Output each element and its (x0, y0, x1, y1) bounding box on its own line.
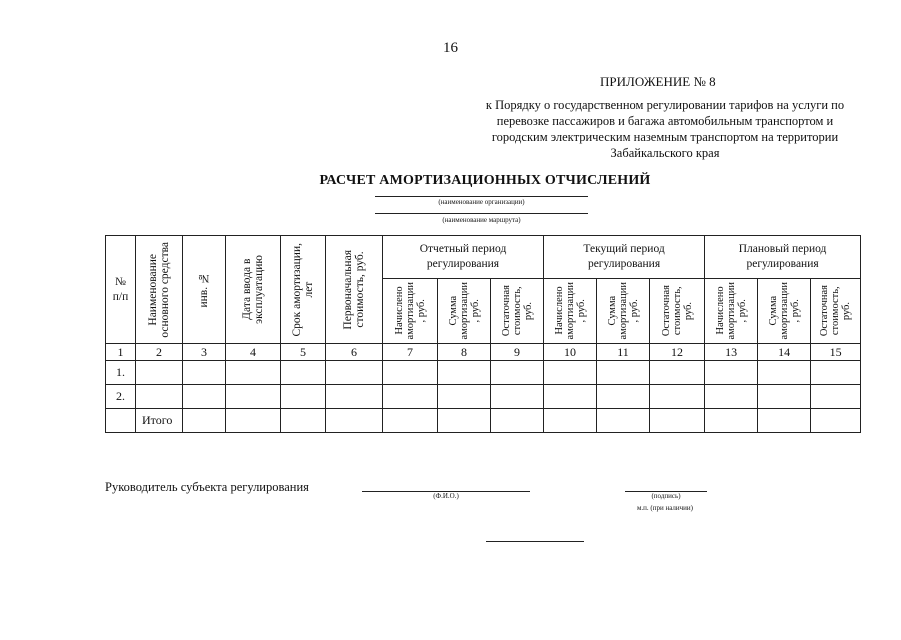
table-cell (226, 361, 281, 385)
sub-residual-label: Остаточная стоимость, руб. (500, 285, 534, 337)
header-period-reporting (383, 236, 544, 279)
sub-residual (811, 279, 861, 344)
sub-residual-label: Остаточная стоимость, руб. (660, 285, 694, 337)
sub-amount-label: Сумма амортизации , руб. (447, 282, 481, 340)
row-label (136, 361, 183, 385)
route-caption: (наименование маршрута) (442, 216, 521, 224)
table-cell (326, 361, 383, 385)
table-cell (326, 409, 383, 433)
row-label (136, 385, 183, 409)
table-cell (758, 409, 811, 433)
appendix-text: к Порядку о государственном регулировании тарифов на услуги по перевозке пассажиров и багажа автомобильным транспортом и городским электрическим наземным транспортом на территории Забайкальского края (485, 98, 845, 160)
table-cell (281, 409, 326, 433)
table-cell (705, 409, 758, 433)
sub-residual (650, 279, 705, 344)
header-name (136, 236, 183, 344)
column-number: 14 (758, 344, 811, 361)
table-cell (544, 361, 597, 385)
table-cell (705, 361, 758, 385)
bottom-line (486, 541, 584, 542)
header-term (281, 236, 326, 344)
table-cell (597, 409, 650, 433)
column-number: 12 (650, 344, 705, 361)
header-term-label: Срок амортизации, лет (291, 242, 315, 337)
sub-amount-label: Сумма амортизации , руб. (767, 282, 801, 340)
appendix-title: ПРИЛОЖЕНИЕ № 8 (600, 74, 716, 89)
table-cell (758, 361, 811, 385)
table-cell (383, 409, 438, 433)
column-number: 1 (106, 344, 136, 361)
table-cell (597, 385, 650, 409)
header-date (226, 236, 281, 344)
column-number: 9 (491, 344, 544, 361)
table-cell (281, 361, 326, 385)
sub-accrued (705, 279, 758, 344)
fio-caption: (Ф.И.О.) (433, 492, 459, 500)
sub-amount (438, 279, 491, 344)
table-row (106, 385, 861, 409)
period-current-label: Текущий период регулирования (583, 243, 665, 270)
header-num-label: № п/п (112, 275, 129, 303)
sub-accrued (383, 279, 438, 344)
column-number: 4 (226, 344, 281, 361)
period-reporting-label: Отчетный период регулирования (419, 243, 507, 270)
amortization-table (105, 235, 861, 433)
column-number: 5 (281, 344, 326, 361)
column-number: 10 (544, 344, 597, 361)
sub-residual (491, 279, 544, 344)
signature-caption: (подпись) (651, 492, 681, 500)
header-initial-cost (326, 236, 383, 344)
table-cell (811, 361, 861, 385)
table-cell (758, 385, 811, 409)
table-cell (438, 409, 491, 433)
row-number: 2. (106, 385, 136, 409)
table-cell (383, 385, 438, 409)
table-row-total (106, 409, 861, 433)
column-number-row (106, 344, 861, 361)
table-cell (544, 409, 597, 433)
table-cell (183, 385, 226, 409)
table-cell (544, 385, 597, 409)
period-planned-label: Плановый период регулирования (738, 243, 827, 270)
column-number: 7 (383, 344, 438, 361)
sub-residual-label: Остаточная стоимость, руб. (819, 285, 853, 337)
table-cell (438, 385, 491, 409)
header-date-label: Дата ввода в эксплуатацию (241, 255, 265, 324)
row-number: 1. (106, 361, 136, 385)
table-cell (183, 409, 226, 433)
header-num (106, 236, 136, 344)
table-cell (383, 361, 438, 385)
head-signature-label: Руководитель субъекта регулирования (105, 480, 309, 494)
header-period-current (544, 236, 705, 279)
header-inv-label: инв. № (198, 271, 210, 308)
column-number: 2 (136, 344, 183, 361)
column-number: 8 (438, 344, 491, 361)
sub-accrued-label: Начислено амортизации , руб. (553, 282, 587, 340)
column-number: 11 (597, 344, 650, 361)
header-inv (183, 236, 226, 344)
header-period-planned (705, 236, 861, 279)
column-number: 3 (183, 344, 226, 361)
table-cell (226, 385, 281, 409)
organization-caption: (наименование организации) (438, 198, 525, 206)
table-cell (811, 409, 861, 433)
sub-accrued (544, 279, 597, 344)
sub-amount (758, 279, 811, 344)
table-cell (491, 385, 544, 409)
column-number: 13 (705, 344, 758, 361)
page-number: 16 (443, 40, 458, 56)
header-name-label: Наименование основного средства (147, 241, 171, 338)
sub-accrued-label: Начислено амортизации , руб. (393, 282, 427, 340)
table-cell (650, 409, 705, 433)
sub-accrued-label: Начислено амортизации , руб. (714, 282, 748, 340)
sub-amount-label: Сумма амортизации , руб. (606, 282, 640, 340)
document-title: РАСЧЕТ АМОРТИЗАЦИОННЫХ ОТЧИСЛЕНИЙ (319, 173, 651, 188)
table-cell (281, 385, 326, 409)
table-cell (597, 361, 650, 385)
table-cell (650, 385, 705, 409)
table-cell (650, 361, 705, 385)
organization-line (375, 196, 588, 197)
route-line (375, 213, 588, 214)
table-cell (491, 409, 544, 433)
total-label: Итого (136, 409, 183, 433)
header-row-1 (106, 236, 861, 279)
table-cell (438, 361, 491, 385)
header-initial-cost-label: Первоначальная стоимость, руб. (342, 249, 366, 330)
table-cell (226, 409, 281, 433)
table-row (106, 361, 861, 385)
table-cell (811, 385, 861, 409)
table-cell (705, 385, 758, 409)
sub-amount (597, 279, 650, 344)
column-number: 15 (811, 344, 861, 361)
table-cell (491, 361, 544, 385)
table-cell (326, 385, 383, 409)
stamp-caption: м.п. (при наличии) (637, 504, 693, 512)
table-cell (183, 361, 226, 385)
row-number (106, 409, 136, 433)
column-number: 6 (326, 344, 383, 361)
